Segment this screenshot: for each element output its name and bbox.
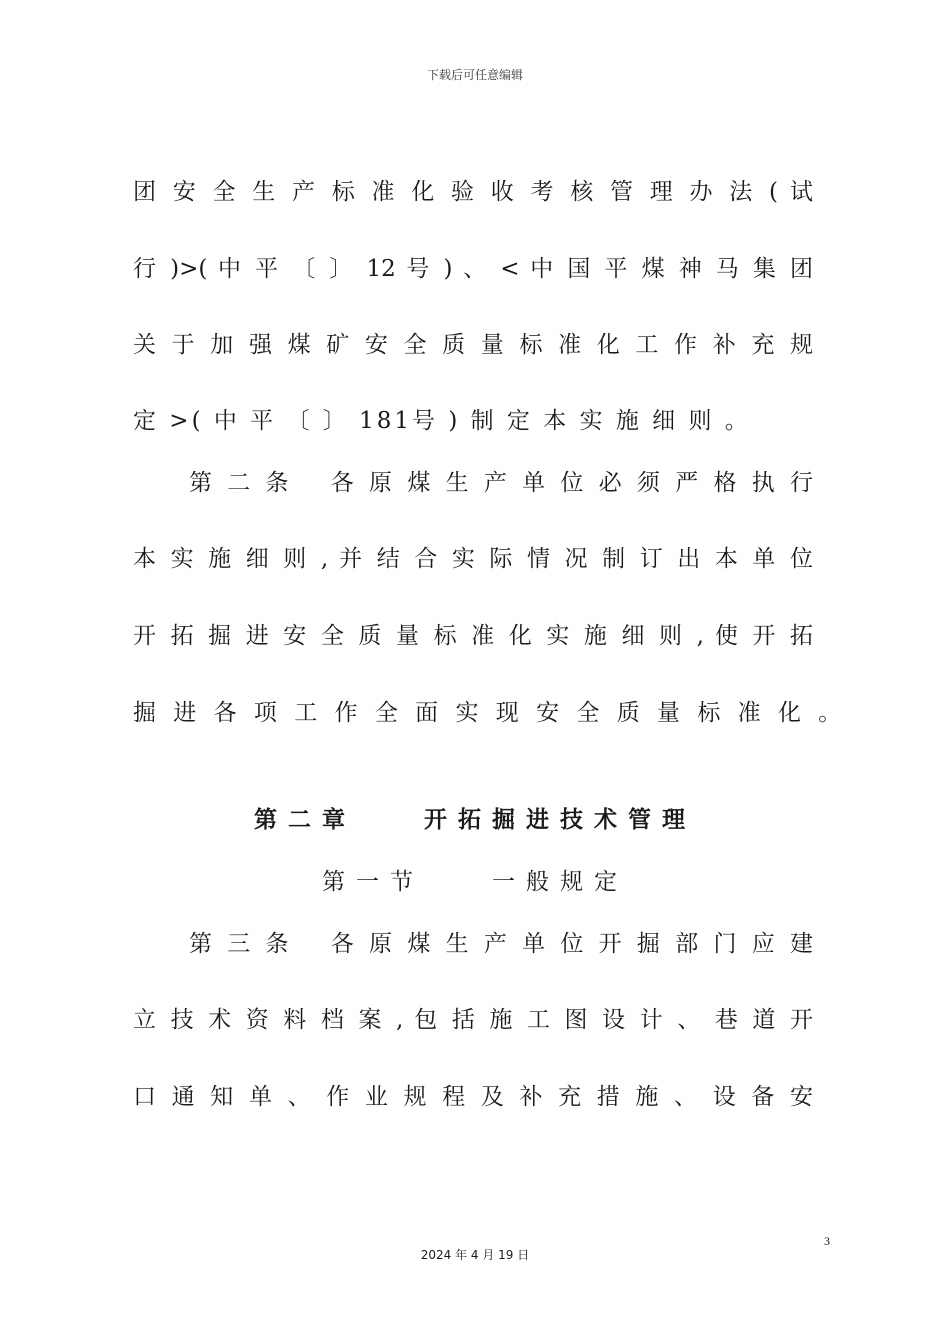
text-line: 团 安 全 生 产 标 准 化 验 收 考 核 管 理 办 法 ( 试 (133, 179, 813, 205)
text-line: 掘 进 各 项 工 作 全 面 实 现 安 全 质 量 标 准 化 。 (133, 700, 847, 726)
text-line: 行 )>( 中 平 〔 〕 12 号 ) 、 < 中 国 平 煤 神 马 集 团 (133, 256, 813, 282)
text-line: 第 三 条 各 原 煤 生 产 单 位 开 掘 部 门 应 建 (189, 931, 813, 957)
text-line: 第 二 条 各 原 煤 生 产 单 位 必 须 严 格 执 行 (189, 470, 813, 496)
text-line: 定 >( 中 平 〔 〕 181号 ) 制 定 本 实 施 细 则 。 (133, 408, 751, 434)
section-title: 第一节 一般规定 (322, 869, 628, 895)
text-line: 关 于 加 强 煤 矿 安 全 质 量 标 准 化 工 作 补 充 规 (133, 332, 813, 358)
page-header-note: 下载后可任意编辑 (426, 68, 523, 82)
footer-date: 2024 年 4 月 19 日 (420, 1248, 530, 1262)
text-line: 口 通 知 单 、 作 业 规 程 及 补 充 措 施 、 设 备 安 (133, 1084, 813, 1110)
page-number: 3 (824, 1234, 830, 1248)
chapter-title: 第二章 开拓掘进技术管理 (254, 806, 696, 833)
text-line: 本 实 施 细 则 , 并 结 合 实 际 情 况 制 订 出 本 单 位 (133, 546, 813, 572)
text-line: 立 技 术 资 料 档 案 , 包 括 施 工 图 设 计 、 巷 道 开 (133, 1007, 813, 1033)
text-line: 开 拓 掘 进 安 全 质 量 标 准 化 实 施 细 则 , 使 开 拓 (133, 623, 813, 649)
